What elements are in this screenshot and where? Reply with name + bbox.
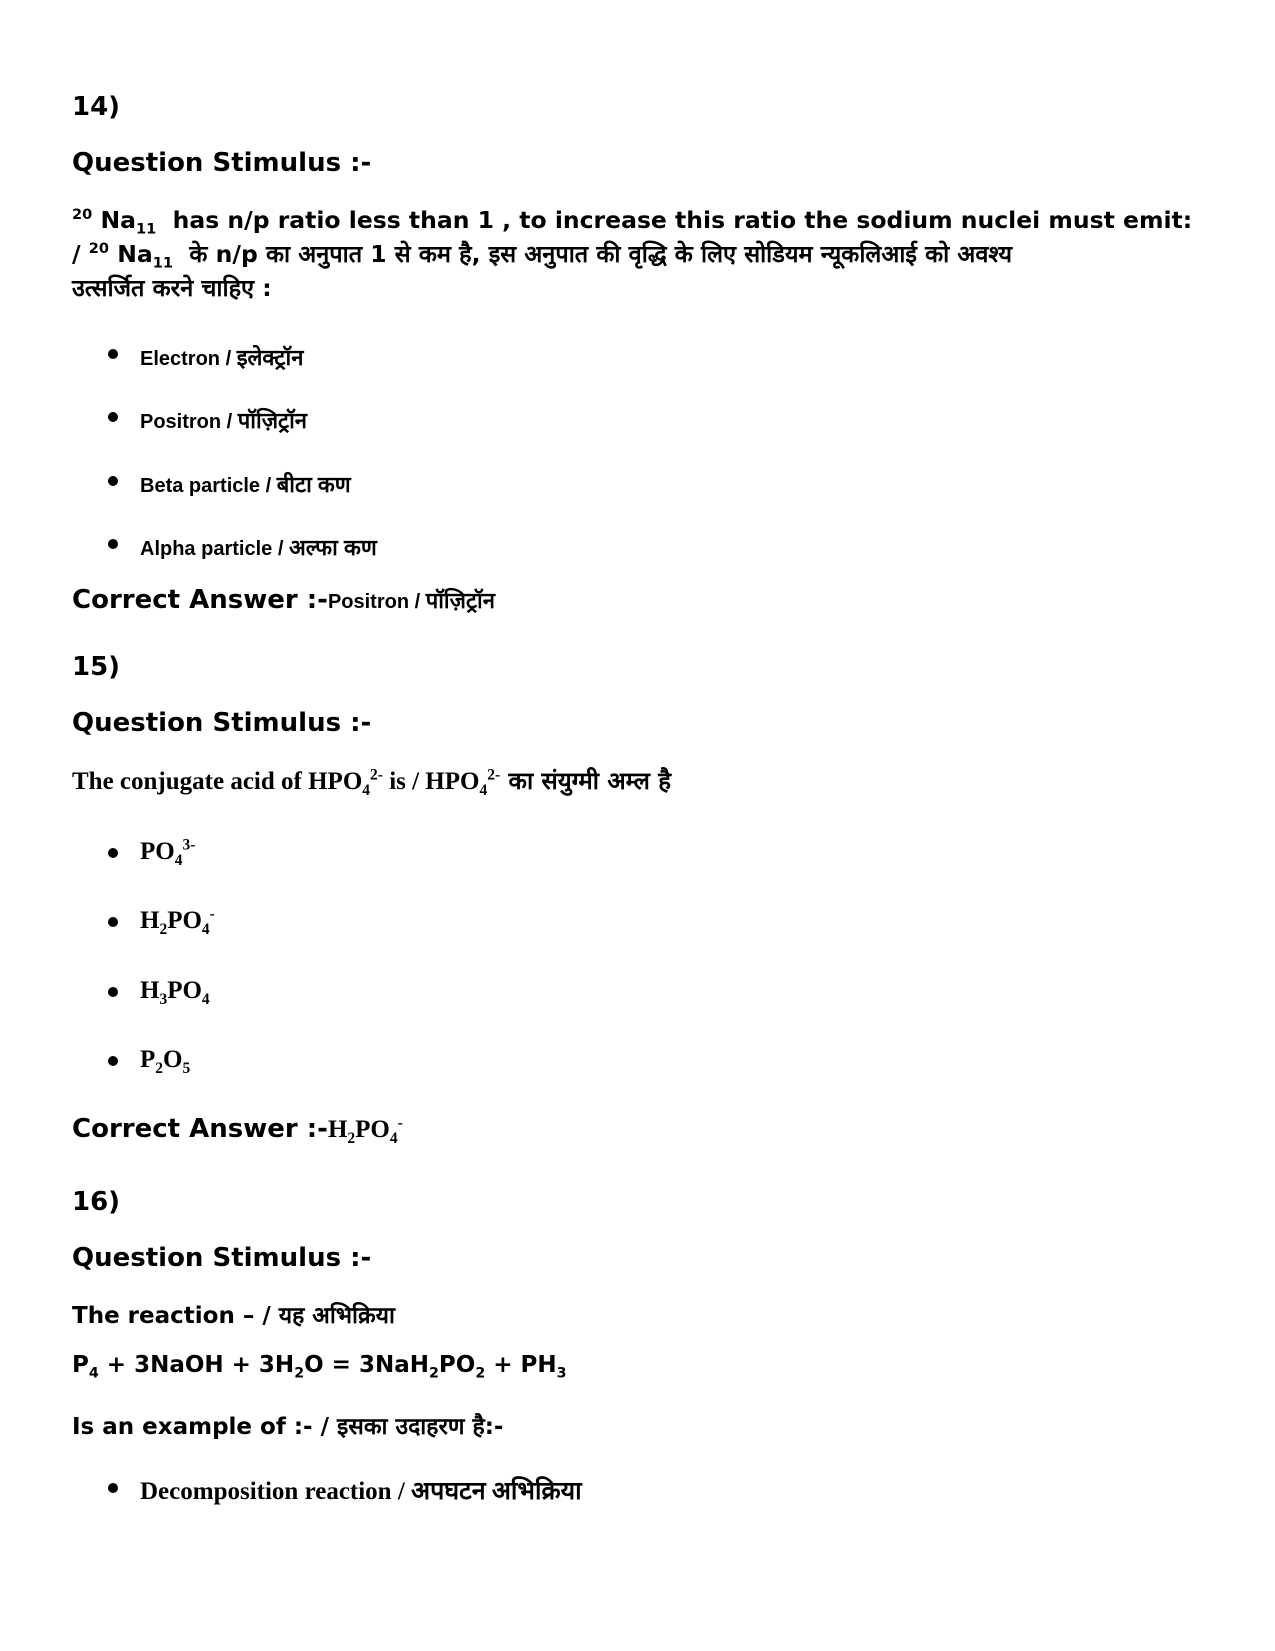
bullet-icon <box>108 1483 118 1493</box>
isotope-atomic-number: 11 <box>135 220 157 238</box>
correct-answer <box>72 585 495 615</box>
isotope-mass-number: 20 <box>72 206 93 224</box>
correct-answer-value: Positron / पॉज़िट्रॉन <box>327 588 495 613</box>
question-text-continued: Is an example of :- / इसका उदाहरण है:- <box>72 1414 504 1440</box>
element-symbol: Na <box>117 240 153 268</box>
element-symbol: Na <box>100 206 136 234</box>
option-label: Positron / पॉज़िट्रॉन <box>140 408 308 433</box>
option-label: $PO_4^{3-}$ <box>140 836 196 869</box>
reaction-equation: $P_4$ + 3NaOH + $3H_2O = 3NaH_2PO_2 + PH_3$ <box>72 1352 567 1382</box>
option-label: Electron / इलेक्ट्रॉन <box>140 345 304 370</box>
question-number: 14) <box>72 92 121 122</box>
question-number: 15) <box>72 652 121 682</box>
bullet-icon <box>108 848 118 858</box>
option-label: Beta particle / बीटा कण <box>140 472 351 497</box>
question-text: The conjugate acid of $HPO_4^{2-}$ is / $HPO_4^{2-}$ का संयुग्मी अम्ल है <box>72 766 671 799</box>
question-text <box>72 203 1222 305</box>
question-stimulus-label: Question Stimulus :- <box>72 148 372 178</box>
option-label: Alpha particle / अल्फा कण <box>140 535 377 560</box>
correct-answer <box>72 1114 403 1147</box>
bullet-icon <box>108 1056 118 1066</box>
question-text: The reaction – / यह अभिक्रिया <box>72 1303 395 1329</box>
bullet-icon <box>108 349 118 359</box>
bullet-icon <box>108 476 118 486</box>
bullet-icon <box>108 917 118 927</box>
option-label: Decomposition reaction / अपघटन अभिक्रिया <box>140 1478 582 1505</box>
correct-answer-label: Correct Answer :- <box>72 1114 328 1144</box>
correct-answer-label: Correct Answer :- <box>72 585 328 615</box>
bullet-icon <box>108 412 118 422</box>
separator-slash: / <box>72 240 81 268</box>
question-stimulus-label: Question Stimulus :- <box>72 1243 372 1273</box>
question-text-en: has n/p ratio less than 1 , to increase this ratio the sodium nuclei must emit: <box>172 206 1193 234</box>
question-stimulus-label: Question Stimulus :- <box>72 708 372 738</box>
isotope-mass-number: 20 <box>88 240 110 258</box>
option-label: $P_2O_5$ <box>140 1046 191 1077</box>
bullet-icon <box>108 539 118 549</box>
option-label: $H_2PO_4^-$ <box>140 905 215 938</box>
question-text-hi: के n/p का अनुपात 1 से कम है, इस अनुपात की वृद्धि के लिए सोडियम न्यूकलिआई को अवश्य <box>189 240 1013 268</box>
bullet-icon <box>108 987 118 997</box>
option-label: $H_3PO_4$ <box>140 977 210 1008</box>
isotope-atomic-number: 11 <box>152 254 174 272</box>
question-text-hi-continued: उत्सर्जित करने चाहिए : <box>72 274 272 302</box>
correct-answer-value: $H_2PO_4^-$ <box>327 1114 403 1147</box>
question-number: 16) <box>72 1187 121 1217</box>
